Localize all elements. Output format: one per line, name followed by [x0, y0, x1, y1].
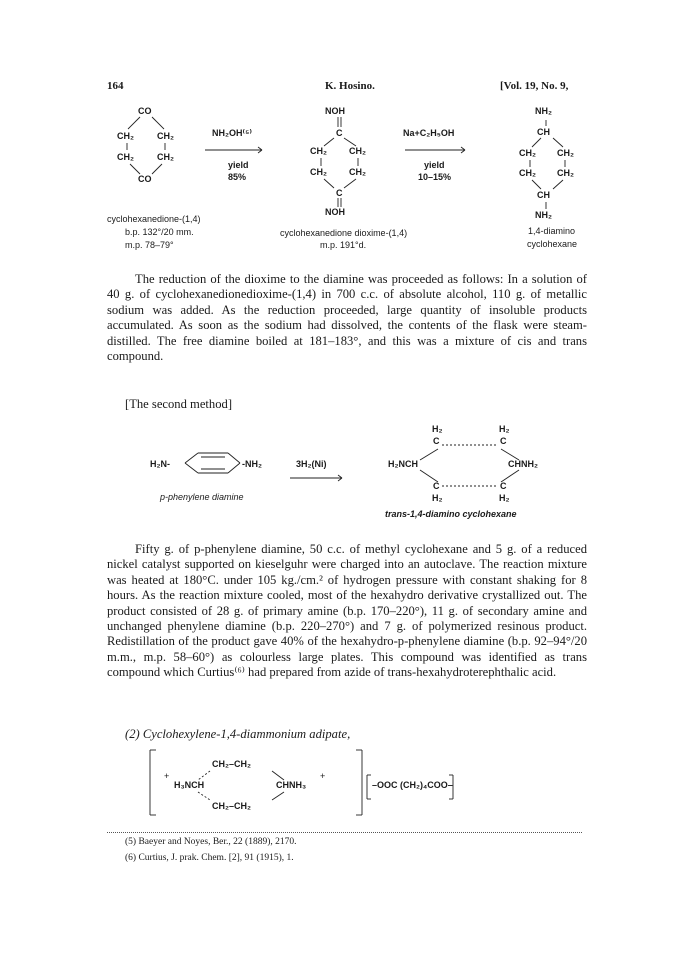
product-right-amine: CHNH₂ — [508, 459, 538, 469]
product-h2: H₂ — [432, 493, 443, 503]
section-heading-diammonium-adipate: (2) Cyclohexylene-1,4-diammonium adipate, — [125, 727, 351, 741]
benzene-right-amine: -NH₂ — [242, 459, 262, 469]
diamine-ch: CH — [537, 190, 550, 200]
dione-ch2: CH₂ — [117, 152, 134, 162]
product-h2: H₂ — [499, 493, 510, 503]
product-h2: H₂ — [499, 424, 510, 434]
diamine-ch2: CH₂ — [519, 148, 536, 158]
dione-bottom-co: CO — [138, 174, 152, 184]
dioxime-bottom-noh: NOH — [325, 207, 345, 217]
caption-diamine-name: 1,4-diamino — [528, 226, 576, 236]
product-c: C — [433, 436, 440, 446]
salt-bottom-ch2: CH₂–CH₂ — [212, 801, 252, 811]
caption-dione-bp: b.p. 132°/20 mm. — [125, 227, 194, 237]
dione-ch2: CH₂ — [157, 152, 174, 162]
product-c: C — [500, 436, 507, 446]
diamine-ch2: CH₂ — [557, 148, 574, 158]
salt-right-ammonium: CHNH₃ — [276, 780, 307, 790]
diamine-bottom-nh2: NH₂ — [535, 210, 552, 220]
yield-value: 85% — [228, 172, 247, 182]
diamine-top-nh2: NH₂ — [535, 106, 552, 116]
dioxime-ch2: CH₂ — [349, 146, 366, 156]
caption-diamine-name: cyclohexane — [527, 239, 578, 249]
salt-left-ammonium: H₃NCH — [174, 780, 205, 790]
dione-ch2: CH₂ — [157, 131, 174, 141]
volume-reference: [Vol. 19, No. 9, — [500, 80, 569, 92]
yield-label: yield — [228, 160, 249, 170]
yield-label: yield — [424, 160, 445, 170]
yield-value: 10–15% — [418, 172, 452, 182]
salt-top-ch2: CH₂–CH₂ — [212, 759, 252, 769]
diamine-ch: CH — [537, 127, 550, 137]
reagent-hydrogen-nickel: 3H₂(Ni) — [296, 459, 327, 469]
salt-charge: + — [320, 771, 326, 781]
footnote-rule — [107, 832, 582, 833]
reagent-hydroxylamine: NH₂OH⁽⁵⁾ — [212, 128, 252, 138]
dioxime-ch2: CH₂ — [310, 146, 327, 156]
caption-p-phenylene-diamine: p-phenylene diamine — [160, 492, 244, 502]
dioxime-c: C — [336, 188, 343, 198]
product-left-amine: H₂NCH — [388, 459, 418, 469]
caption-dioxime-mp: m.p. 191°d. — [320, 240, 367, 250]
caption-trans-diaminocyclohexane: trans-1,4-diamino cyclohexane — [385, 509, 517, 519]
running-author: K. Hosino. — [325, 80, 375, 92]
paragraph-text: Fifty g. of p-phenylene diamine, 50 c.c. of methyl cyclohexane and 5 g. of a reduced nickel catalyst supported on kieselguhr were charged into an autoclave. The reaction mixture was heated at 180°C. under 105 kg./cm.² of hydrogen pressure with constant shaking for 8 hours. As the reaction mixture cooled, most of the hexahydro derivative crystallized out. The product consisted of 28 g. of primary amine (b.p. 170–220°), 11 g. of secondary amine and unchanged phenylene diamine (b.p. 220–270°) and 7 g. of polymerized resinous product. Redistillation of the product gave 40% of the hexahydro-p-phenylene diamine (b.p. 92–94°/20 m.m., m.p. 58–60°) as colourless large plates. This compound was identified as trans compound which Curtius⁽⁶⁾ had prepared from azide of trans-hexahydroterephthalic acid. — [107, 542, 587, 680]
benzene-left-amine: H₂N- — [150, 459, 170, 469]
footnote: (5) Baeyer and Noyes, Ber., 22 (1889), 2170. — [125, 837, 297, 847]
product-c: C — [500, 481, 507, 491]
caption-dione-mp: m.p. 78–79° — [125, 240, 174, 250]
paragraph-text: The reduction of the dioxime to the diamine was proceeded as follows: In a solution of 40 g. of cyclohexanedionedioxime-(1,4) in 700 c.c. of absolute alcohol, 110 g. of metallic sodium was added. As the reduction proceeded, large quantity of insoluble products accumulated. As soon as the sodium had dissolved, the contents of the flask were steam-distilled. The free diamine boiled at 181–183°, and this was a mixture of cis and trans compound. — [107, 272, 587, 364]
dioxime-c: C — [336, 128, 343, 138]
dioxime-ch2: CH₂ — [349, 167, 366, 177]
adipate-anion: –OOC (CH₂)₄COO– — [372, 780, 453, 790]
diamine-ch2: CH₂ — [557, 168, 574, 178]
dione-ch2: CH₂ — [117, 131, 134, 141]
page-number: 164 — [107, 80, 124, 92]
dione-top-co: CO — [138, 106, 152, 116]
dioxime-ch2: CH₂ — [310, 167, 327, 177]
product-h2: H₂ — [432, 424, 443, 434]
footnote: (6) Curtius, J. prak. Chem. [2], 91 (1915), 1. — [125, 853, 294, 863]
caption-dione-name: cyclohexanedione-(1,4) — [107, 214, 201, 224]
section-heading-second-method: [The second method] — [125, 397, 233, 411]
caption-dioxime-name: cyclohexanedione dioxime-(1,4) — [280, 228, 408, 238]
reagent-sodium-ethanol: Na+C₂H₅OH — [403, 128, 455, 138]
salt-charge: + — [164, 771, 170, 781]
product-c: C — [433, 481, 440, 491]
dioxime-top-noh: NOH — [325, 106, 345, 116]
diamine-ch2: CH₂ — [519, 168, 536, 178]
